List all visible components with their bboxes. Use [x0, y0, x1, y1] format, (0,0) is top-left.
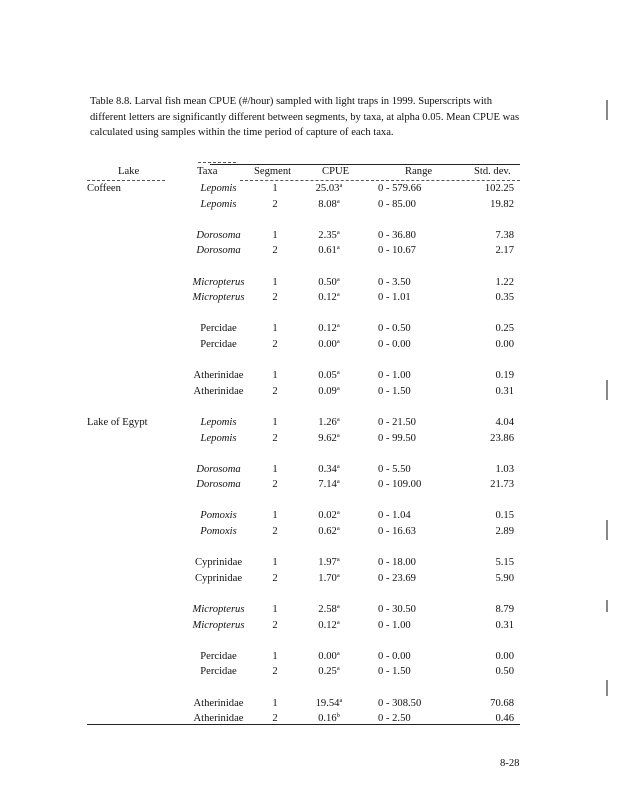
segment-cell: 2: [272, 432, 278, 444]
taxa-cell: Lepomis: [200, 416, 237, 428]
taxa-cell: Dorosoma: [196, 229, 241, 241]
range-cell: 0 - 2.50: [378, 713, 411, 725]
taxa-cell: Atherinidae: [193, 697, 244, 709]
segment-cell: 1: [272, 463, 278, 475]
segment-cell: 2: [272, 385, 278, 397]
cpue-value: 1.26: [318, 416, 337, 428]
significance-letter: a: [336, 478, 340, 486]
segment-cell: 2: [272, 198, 278, 210]
taxa-cell: Cyprinidae: [194, 557, 243, 569]
significance-letter: a: [336, 244, 340, 252]
range-cell: 0 - 10.67: [378, 245, 416, 257]
taxa-cell: Lepomis: [200, 198, 237, 210]
lake-cell: [87, 664, 175, 680]
segment-cell: 1: [272, 650, 278, 662]
scan-edge-mark: [606, 380, 608, 400]
cpue-cell: [288, 664, 370, 680]
segment-cell: 2: [272, 479, 278, 491]
segment-cell: 1: [272, 697, 278, 709]
cpue-value: 0.05: [318, 370, 337, 382]
taxa-cell: Micropterus: [192, 276, 245, 288]
spacer-row: [87, 493, 520, 509]
segment-cell: 1: [272, 510, 278, 522]
table-caption: Table 8.8. Larval fish mean CPUE (#/hour) sampled with light traps in 1999. Superscripts with different letters are significantly different between segments, by taxa, at alpha 0.05. Mean CPUE was calculated using samples within the time period of capture of each taxa.: [90, 96, 520, 138]
range-cell: 0 - 1.04: [378, 510, 411, 522]
table-row: [87, 275, 520, 291]
lake-cell: [87, 321, 175, 337]
lake-cell: [87, 508, 175, 524]
significance-letter: a: [339, 182, 343, 189]
std-dev-cell: 0.00: [495, 650, 514, 662]
table-row: [87, 337, 520, 353]
significance-letter: a: [336, 665, 340, 673]
scan-edge-mark: [606, 520, 608, 540]
std-dev-cell: 19.82: [490, 198, 514, 210]
taxa-cell: Dorosoma: [196, 463, 241, 475]
range-cell: 0 - 85.00: [378, 198, 416, 210]
table-row: [87, 321, 520, 337]
cpue-cell: [288, 618, 370, 634]
table-row: [87, 664, 520, 680]
header-segment: Segment: [254, 166, 292, 177]
cpue-value: 0.00: [318, 338, 337, 350]
significance-letter: a: [339, 696, 343, 704]
scan-edge-mark: [606, 100, 608, 120]
scan-edge-mark: [606, 680, 608, 696]
cpue-cell: [288, 696, 370, 712]
taxa-cell: Lepomis: [200, 432, 237, 444]
table-row: [87, 508, 520, 524]
lake-cell: [87, 696, 175, 712]
table-row: [87, 696, 520, 712]
range-cell: 0 - 21.50: [378, 416, 416, 428]
taxa-cell: Atherinidae: [193, 385, 244, 397]
std-dev-cell: 0.31: [495, 619, 514, 631]
cpue-value: 0.12: [318, 292, 337, 304]
spacer-row: [87, 306, 520, 322]
taxa-cell: Atherinidae: [193, 370, 244, 382]
cpue-value: 1.97: [318, 557, 337, 569]
spacer-row: [87, 399, 520, 415]
lake-cell: [87, 290, 175, 306]
cpue-value: 0.09: [318, 385, 337, 397]
segment-cell: 1: [272, 276, 278, 288]
table-row: [87, 571, 520, 587]
std-dev-cell: 70.68: [490, 697, 514, 709]
cpue-cell: [288, 524, 370, 540]
segment-cell: 2: [272, 619, 278, 631]
std-dev-cell: 7.38: [495, 229, 514, 241]
spacer-row: [87, 212, 520, 228]
std-dev-cell: 0.50: [495, 666, 514, 678]
range-cell: 0 - 99.50: [378, 432, 416, 444]
cpue-value: 0.62: [318, 526, 337, 538]
table-row: [87, 555, 520, 571]
cpue-value: 0.02: [318, 510, 337, 522]
range-cell: 0 - 0.00: [378, 650, 411, 662]
std-dev-cell: 2.17: [495, 245, 514, 257]
cpue-value: 0.12: [318, 323, 337, 335]
header-cpue: CPUE: [322, 166, 350, 177]
lake-cell: [87, 228, 175, 244]
significance-letter: a: [336, 618, 340, 626]
lake-cell: [87, 431, 175, 447]
spacer-row: [87, 633, 520, 649]
lake-cell: Lake of Egypt: [87, 416, 148, 428]
segment-cell: 1: [272, 229, 278, 241]
segment-cell: 2: [272, 338, 278, 350]
std-dev-cell: 5.15: [495, 557, 514, 569]
table-row: [87, 181, 520, 197]
std-dev-cell: 8.79: [495, 604, 514, 616]
cpue-value: 0.34: [318, 463, 337, 475]
cpue-value: 2.58: [318, 604, 337, 616]
lake-cell: [87, 462, 175, 478]
std-dev-cell: 21.73: [490, 479, 514, 491]
significance-letter: a: [336, 556, 340, 564]
segment-cell: 2: [272, 572, 278, 584]
lake-cell: [87, 384, 175, 400]
segment-cell: 1: [272, 557, 278, 569]
taxa-cell: Percidae: [200, 338, 237, 350]
significance-letter: a: [336, 275, 340, 283]
cpue-value: 0.61: [318, 245, 337, 257]
table-row: [87, 197, 520, 213]
significance-letter: a: [336, 197, 340, 205]
spacer-row: [87, 353, 520, 369]
significance-letter: a: [336, 369, 340, 377]
significance-letter: a: [336, 228, 340, 236]
lake-cell: [87, 649, 175, 665]
std-dev-cell: 4.04: [495, 416, 514, 428]
taxa-cell: Percidae: [200, 323, 237, 335]
header-std-dev: Std. dev.: [474, 166, 511, 177]
table-bottom-rule: [87, 724, 520, 725]
significance-letter: a: [336, 603, 340, 611]
range-cell: 0 - 1.50: [378, 666, 411, 678]
taxa-cell: Percidae: [200, 650, 237, 662]
table-row: [87, 618, 520, 634]
range-cell: 0 - 1.00: [378, 619, 411, 631]
cpue-value: 0.12: [318, 619, 337, 631]
std-dev-cell: 0.00: [495, 338, 514, 350]
table-row: [87, 243, 520, 259]
significance-letter: b: [336, 712, 340, 720]
table-row: [87, 431, 520, 447]
lake-cell: Coffeen: [87, 183, 121, 194]
taxa-cell: Micropterus: [192, 619, 245, 631]
spacer-row: [87, 446, 520, 462]
range-cell: 0 - 18.00: [378, 557, 416, 569]
scan-edge-mark: [606, 600, 608, 612]
significance-letter: a: [336, 571, 340, 579]
range-cell: 0 - 1.50: [378, 385, 411, 397]
cpue-cell: [288, 197, 370, 213]
std-dev-cell: 0.15: [495, 510, 514, 522]
lake-cell: [87, 368, 175, 384]
segment-cell: 2: [272, 713, 278, 725]
table-row: [87, 477, 520, 493]
lake-cell: [87, 197, 175, 213]
significance-letter: a: [336, 462, 340, 470]
table-row: [87, 602, 520, 618]
segment-cell: 1: [272, 183, 278, 194]
table-row: [87, 524, 520, 540]
cpue-cell: [288, 275, 370, 291]
segment-cell: 2: [272, 526, 278, 538]
taxa-cell: Lepomis: [200, 183, 237, 194]
lake-cell: [87, 524, 175, 540]
significance-letter: a: [336, 525, 340, 533]
cpue-value: 0.25: [318, 666, 337, 678]
significance-letter: a: [336, 649, 340, 657]
range-cell: 0 - 1.01: [378, 292, 411, 304]
taxa-cell: Pomoxis: [200, 510, 237, 522]
table-row: [87, 649, 520, 665]
std-dev-cell: 23.86: [490, 432, 514, 444]
taxa-cell: Dorosoma: [196, 245, 241, 257]
cpue-cell: [288, 602, 370, 618]
significance-letter: a: [336, 384, 340, 392]
segment-cell: 2: [272, 245, 278, 257]
range-cell: 0 - 109.00: [378, 479, 422, 491]
lake-cell: [87, 477, 175, 493]
std-dev-cell: 0.31: [495, 385, 514, 397]
std-dev-cell: 2.89: [495, 526, 514, 538]
taxa-cell: Percidae: [200, 666, 237, 678]
std-dev-cell: 1.22: [495, 276, 514, 288]
lake-cell: [87, 337, 175, 353]
segment-cell: 1: [272, 604, 278, 616]
spacer-row: [87, 680, 520, 696]
significance-letter: a: [336, 291, 340, 299]
range-cell: 0 - 3.50: [378, 276, 411, 288]
cpue-table: [87, 181, 520, 727]
cpue-value: 0.00: [318, 650, 337, 662]
std-dev-cell: 102.25: [484, 183, 514, 194]
lake-cell: [87, 602, 175, 618]
cpue-cell: [288, 290, 370, 306]
cpue-cell: [288, 337, 370, 353]
taxa-cell: Micropterus: [192, 292, 245, 304]
range-cell: 0 - 308.50: [378, 697, 422, 709]
cpue-value: 1.70: [318, 572, 337, 584]
significance-letter: a: [336, 509, 340, 517]
significance-letter: a: [336, 415, 340, 423]
cpue-cell: [288, 321, 370, 337]
lake-cell: [87, 243, 175, 259]
cpue-value: 9.62: [318, 432, 337, 444]
segment-cell: 2: [272, 666, 278, 678]
header-top-rule: [210, 164, 520, 165]
cpue-cell: [288, 228, 370, 244]
cpue-value: 25.03: [315, 183, 340, 194]
range-cell: 0 - 23.69: [378, 572, 416, 584]
segment-cell: 1: [272, 323, 278, 335]
cpue-value: 2.35: [318, 229, 337, 241]
cpue-value: 8.08: [318, 198, 337, 210]
range-cell: 0 - 5.50: [378, 463, 411, 475]
table-row: [87, 384, 520, 400]
page-number: 8-28: [500, 758, 520, 769]
range-cell: 0 - 0.00: [378, 338, 411, 350]
table-row: [87, 228, 520, 244]
range-cell: 0 - 1.00: [378, 370, 411, 382]
table-row: [87, 368, 520, 384]
lake-cell: [87, 275, 175, 291]
taxa-cell: Pomoxis: [200, 526, 237, 538]
significance-letter: a: [336, 322, 340, 330]
cpue-cell: [288, 243, 370, 259]
significance-letter: a: [336, 337, 340, 345]
cpue-cell: [288, 415, 370, 431]
taxa-cell: Cyprinidae: [194, 572, 243, 584]
segment-cell: 1: [272, 370, 278, 382]
header-dashed-rule: [198, 162, 236, 163]
cpue-cell: [288, 462, 370, 478]
cpue-cell: [288, 477, 370, 493]
taxa-cell: Atherinidae: [193, 713, 244, 725]
cpue-value: 7.14: [318, 479, 337, 491]
std-dev-cell: 5.90: [495, 572, 514, 584]
cpue-value: 0.16: [318, 713, 337, 725]
lake-cell: [87, 571, 175, 587]
range-cell: 0 - 36.80: [378, 229, 416, 241]
table-row: [87, 415, 520, 431]
segment-cell: 2: [272, 292, 278, 304]
std-dev-cell: 0.35: [495, 292, 514, 304]
lake-cell: [87, 618, 175, 634]
cpue-cell: [288, 181, 370, 197]
std-dev-cell: 0.19: [495, 370, 514, 382]
range-cell: 0 - 30.50: [378, 604, 416, 616]
std-dev-cell: 0.25: [495, 323, 514, 335]
cpue-value: 19.54: [315, 697, 340, 709]
cpue-cell: [288, 508, 370, 524]
table-row: [87, 462, 520, 478]
std-dev-cell: 1.03: [495, 463, 514, 475]
range-cell: 0 - 579.66: [378, 183, 422, 194]
significance-letter: a: [336, 431, 340, 439]
header-taxa: Taxa: [197, 166, 218, 177]
taxa-cell: Micropterus: [192, 604, 245, 616]
taxa-cell: Dorosoma: [196, 479, 241, 491]
range-cell: 0 - 16.63: [378, 526, 416, 538]
spacer-row: [87, 586, 520, 602]
cpue-cell: [288, 571, 370, 587]
cpue-cell: [288, 649, 370, 665]
cpue-cell: [288, 368, 370, 384]
spacer-row: [87, 259, 520, 275]
header-range: Range: [405, 166, 433, 177]
spacer-row: [87, 540, 520, 556]
lake-cell: [87, 555, 175, 571]
cpue-cell: [288, 555, 370, 571]
std-dev-cell: 0.46: [495, 713, 514, 725]
table-row: [87, 290, 520, 306]
segment-cell: 1: [272, 416, 278, 428]
header-lake: Lake: [118, 166, 140, 177]
cpue-cell: [288, 431, 370, 447]
range-cell: 0 - 0.50: [378, 323, 411, 335]
cpue-value: 0.50: [318, 276, 337, 288]
cpue-cell: [288, 384, 370, 400]
